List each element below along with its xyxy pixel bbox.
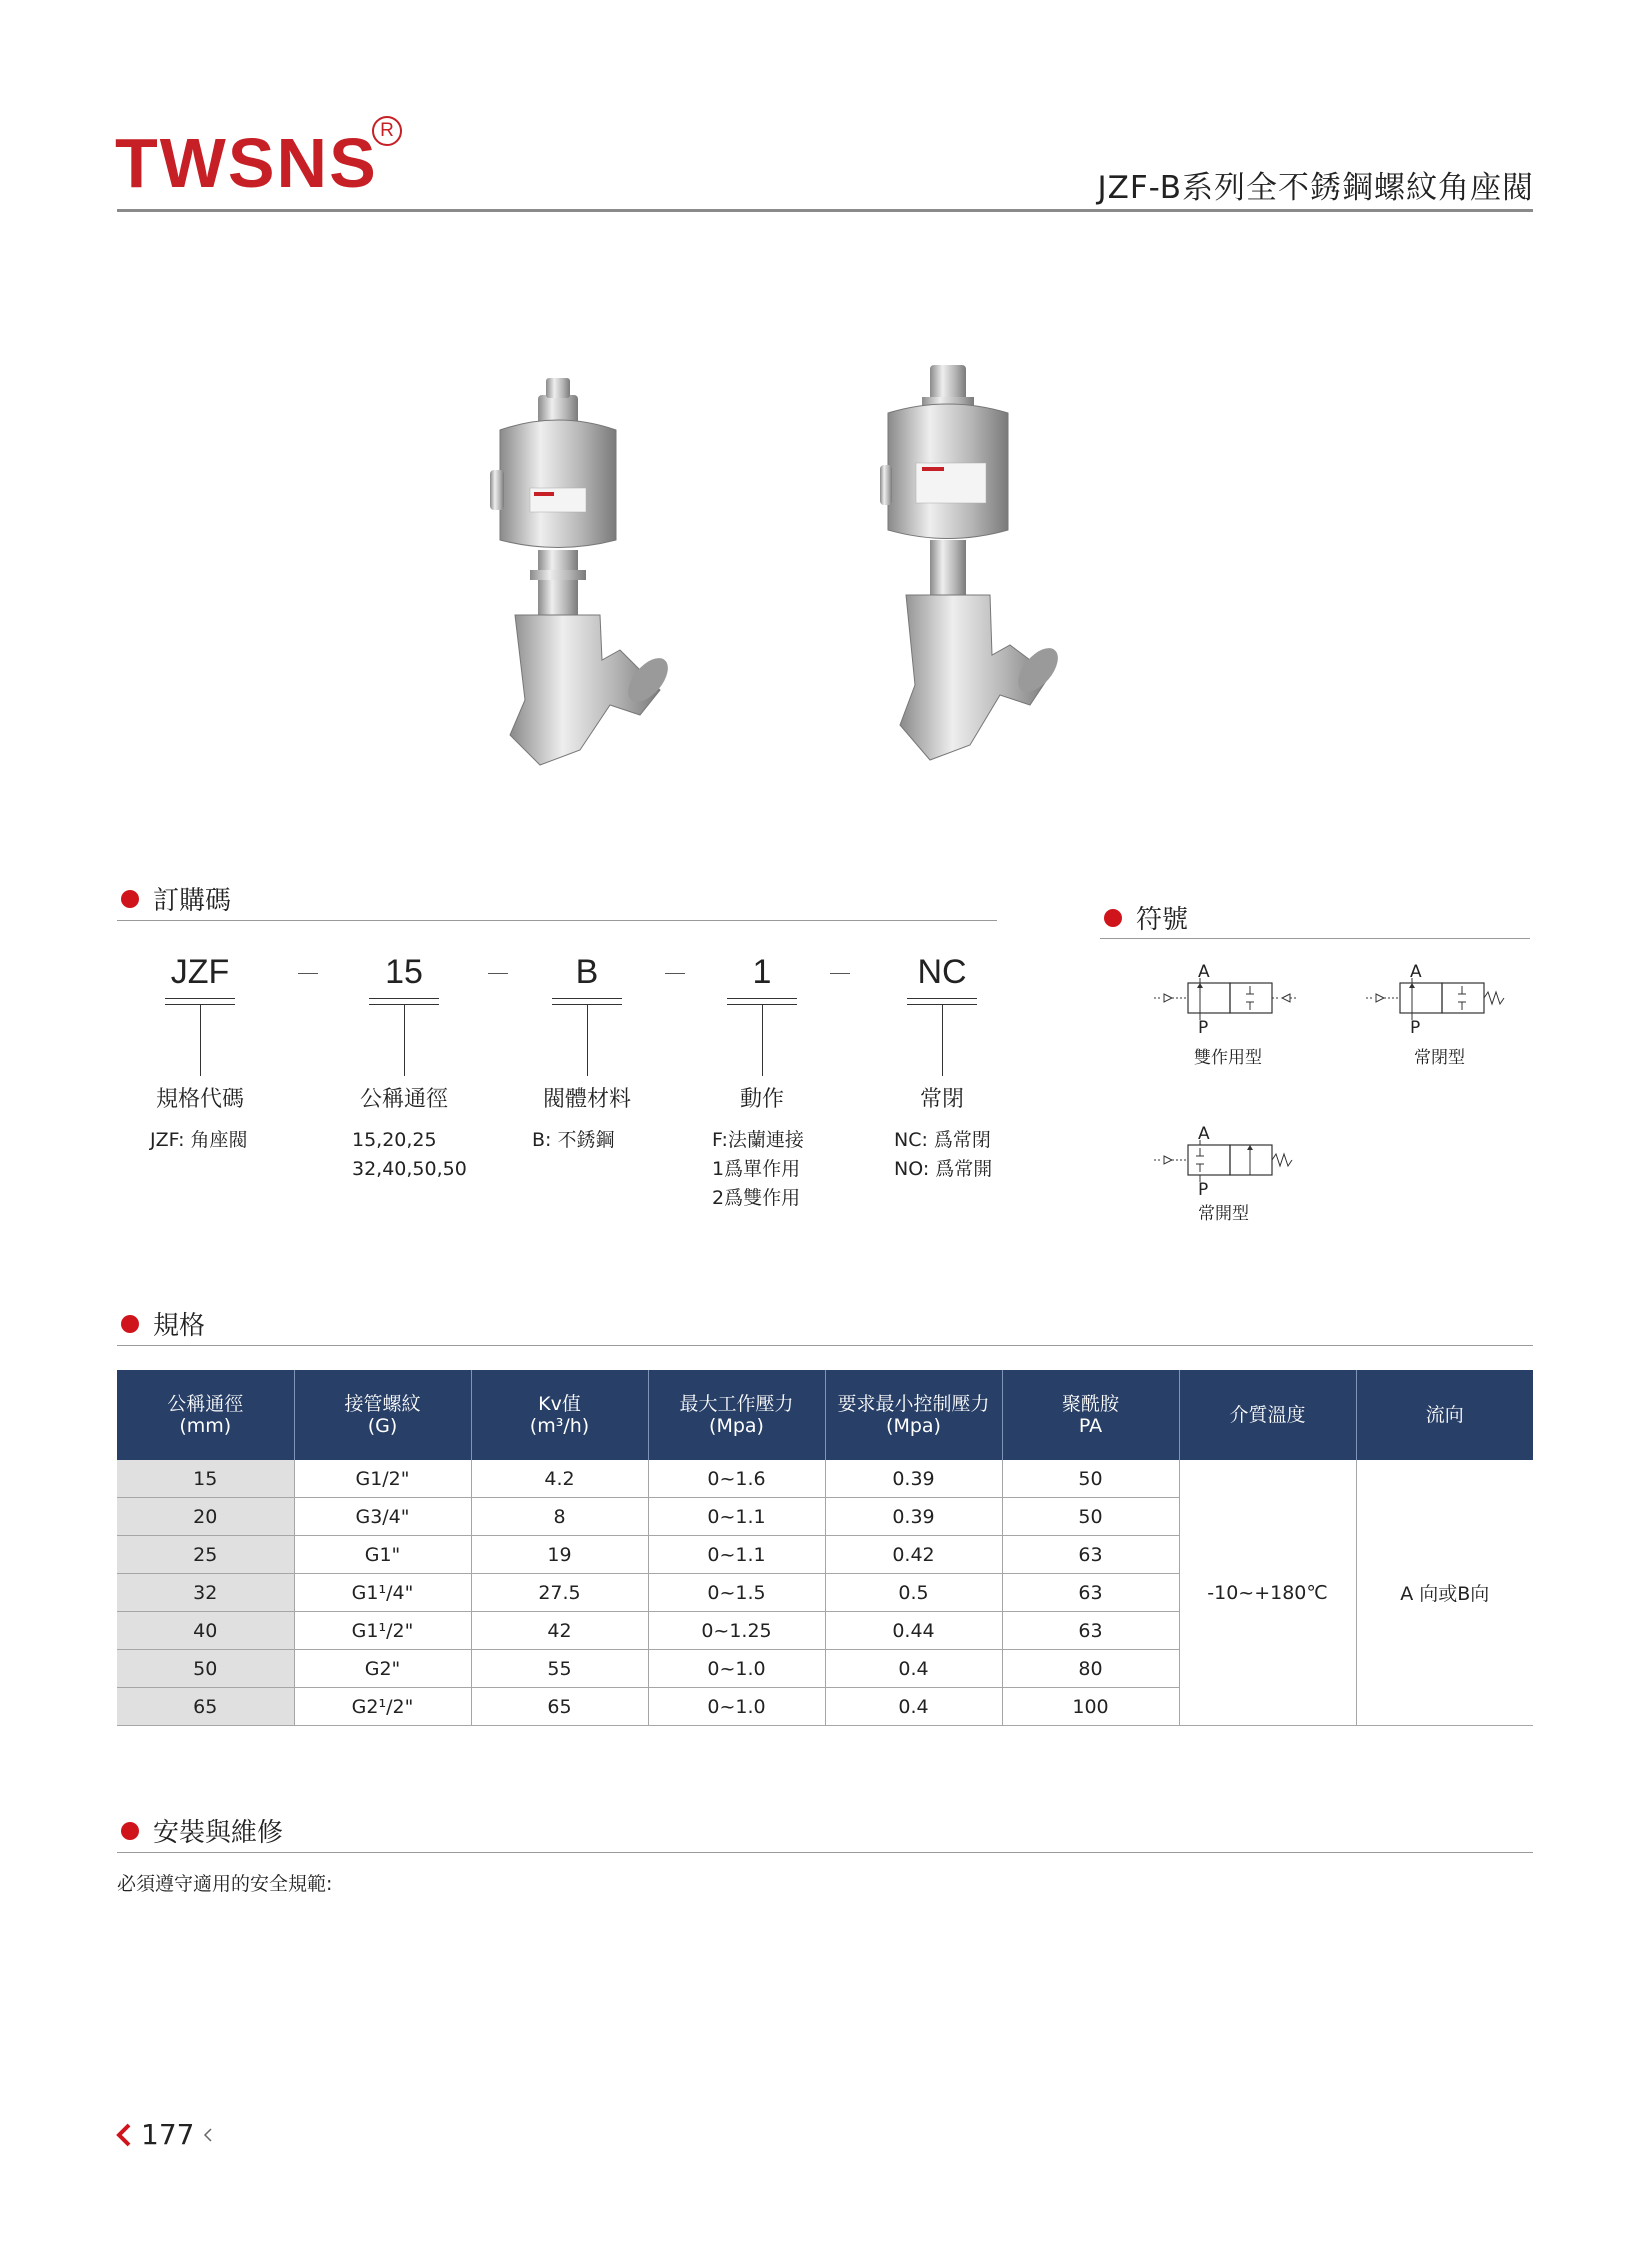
- code-stem: [762, 1004, 763, 1076]
- table-cell: 0.5: [825, 1574, 1002, 1612]
- col-header: [1002, 1370, 1179, 1460]
- table-cell: 4.2: [471, 1460, 648, 1498]
- normally-open-symbol: [1150, 1130, 1300, 1190]
- symbols-heading-label: 符號: [1136, 905, 1189, 935]
- install-note: 必須遵守適用的安全規範:: [117, 1873, 333, 1895]
- col-header-line: (G): [367, 1415, 398, 1437]
- field-state: 常閉: [919, 1087, 964, 1112]
- table-cell: 25: [117, 1536, 294, 1574]
- page-number: [115, 2118, 214, 2151]
- bullet-icon: [121, 1822, 139, 1840]
- port-p-label: P: [1198, 1018, 1209, 1038]
- table-cell: 65: [117, 1688, 294, 1726]
- option-line: NO: 爲常開: [894, 1158, 993, 1180]
- port-a-label: A: [1198, 962, 1210, 982]
- table-cell: 63: [1002, 1536, 1179, 1574]
- install-heading-label: 安裝與維修: [153, 1818, 284, 1848]
- col-header-line: (Mpa): [709, 1415, 764, 1437]
- bullet-icon: [121, 890, 139, 908]
- col-header: [294, 1370, 471, 1460]
- table-cell: 0.4: [825, 1650, 1002, 1688]
- registered-mark: R: [372, 116, 402, 146]
- code-size: 15: [385, 953, 423, 991]
- table-cell: 55: [471, 1650, 648, 1688]
- table-cell: 0.4: [825, 1688, 1002, 1726]
- table-cell: 63: [1002, 1612, 1179, 1650]
- table-cell: 0~1.6: [648, 1460, 825, 1498]
- table-cell: G1¹/4": [294, 1574, 471, 1612]
- bullet-icon: [1104, 909, 1122, 927]
- normally-open-label: 常開型: [1198, 1204, 1249, 1224]
- table-cell: 32: [117, 1574, 294, 1612]
- table-cell: 65: [471, 1688, 648, 1726]
- spec-table: [117, 1370, 1533, 1726]
- code-stem: [942, 1004, 943, 1076]
- code-material: B: [575, 953, 599, 991]
- port-p-label: P: [1198, 1180, 1209, 1200]
- col-header-line: 接管螺紋: [344, 1393, 421, 1415]
- col-header-line: (mm): [179, 1415, 232, 1437]
- normally-closed-symbol: [1362, 968, 1512, 1028]
- table-cell: 50: [1002, 1498, 1179, 1536]
- table-cell: 0~1.25: [648, 1612, 825, 1650]
- order-code-heading-label: 訂購碼: [153, 886, 232, 916]
- field-action: 動作: [739, 1087, 784, 1112]
- col-header: [1356, 1370, 1533, 1460]
- code-stem: [587, 1004, 588, 1076]
- col-header-line: 介質溫度: [1229, 1404, 1306, 1426]
- table-cell: 0.39: [825, 1498, 1002, 1536]
- normally-closed-label: 常閉型: [1414, 1048, 1465, 1068]
- order-code-heading: [121, 880, 231, 917]
- option-line: F:法蘭連接: [712, 1129, 804, 1151]
- table-cell: 27.5: [471, 1574, 648, 1612]
- table-cell: 20: [117, 1498, 294, 1536]
- field-material: 閥體材料: [542, 1087, 631, 1112]
- code-stem: [200, 1004, 201, 1076]
- table-cell: G1/2": [294, 1460, 471, 1498]
- code-stem: [404, 1004, 405, 1076]
- double-acting-label: 雙作用型: [1194, 1048, 1262, 1068]
- options-series: [150, 1126, 248, 1155]
- table-header-row: [117, 1370, 1533, 1460]
- table-cell: 100: [1002, 1688, 1179, 1726]
- chevron-left-icon: [115, 2122, 133, 2148]
- code-series: JZF: [170, 953, 230, 991]
- options-action: [712, 1126, 804, 1213]
- table-cell: 80: [1002, 1650, 1179, 1688]
- chevron-left-icon: [202, 2125, 214, 2145]
- code-state: NC: [917, 953, 967, 991]
- code-separator: [488, 973, 508, 974]
- table-cell: G2": [294, 1650, 471, 1688]
- field-size: 公稱通徑: [359, 1087, 448, 1112]
- specs-heading-label: 規格: [153, 1311, 206, 1341]
- col-header-line: 聚酰胺: [1061, 1393, 1119, 1415]
- table-cell: 0.39: [825, 1460, 1002, 1498]
- option-line: JZF: 角座閥: [150, 1129, 248, 1151]
- page-number-label: 177: [141, 2118, 195, 2151]
- table-cell: 40: [117, 1612, 294, 1650]
- option-line: 32,40,50,50: [352, 1158, 467, 1180]
- table-cell: 19: [471, 1536, 648, 1574]
- col-header: [648, 1370, 825, 1460]
- table-row: [117, 1460, 1533, 1498]
- table-cell: 0~1.0: [648, 1688, 825, 1726]
- install-heading: [121, 1812, 283, 1849]
- flow-direction-cell: A 向或B向: [1356, 1460, 1533, 1726]
- bullet-icon: [121, 1315, 139, 1333]
- col-header: [1179, 1370, 1356, 1460]
- options-size: [352, 1126, 467, 1184]
- specs-heading: [121, 1305, 205, 1342]
- table-cell: 0.44: [825, 1612, 1002, 1650]
- table-cell: 50: [117, 1650, 294, 1688]
- col-header-line: PA: [1078, 1415, 1103, 1437]
- table-cell: 0~1.1: [648, 1498, 825, 1536]
- option-line: NC: 爲常閉: [894, 1129, 991, 1151]
- port-a-label: A: [1410, 962, 1422, 982]
- table-cell: 0.42: [825, 1536, 1002, 1574]
- valve-photo-left: [470, 360, 670, 780]
- temperature-cell: -10~+180℃: [1179, 1460, 1356, 1726]
- col-header: [471, 1370, 648, 1460]
- col-header: [825, 1370, 1002, 1460]
- table-cell: 0~1.1: [648, 1536, 825, 1574]
- table-cell: G1¹/2": [294, 1612, 471, 1650]
- option-line: 15,20,25: [352, 1129, 437, 1151]
- col-header-line: 流向: [1425, 1404, 1464, 1426]
- col-header-line: 公稱通徑: [167, 1393, 244, 1415]
- table-cell: 0~1.0: [648, 1650, 825, 1688]
- code-separator: [665, 973, 685, 974]
- symbols-rule: [1100, 938, 1530, 939]
- option-line: 1爲單作用: [712, 1158, 801, 1180]
- brand-logo: TWSNS: [115, 124, 378, 202]
- options-state: [894, 1126, 992, 1184]
- table-cell: 63: [1002, 1574, 1179, 1612]
- table-cell: 8: [471, 1498, 648, 1536]
- specs-rule: [117, 1345, 1533, 1346]
- port-p-label: P: [1410, 1018, 1421, 1038]
- options-material: [532, 1126, 614, 1155]
- double-acting-symbol: [1150, 968, 1300, 1028]
- table-cell: 0~1.5: [648, 1574, 825, 1612]
- field-series: 規格代碼: [155, 1087, 244, 1112]
- col-header-line: Kv值: [538, 1393, 581, 1415]
- document-title: JZF-B系列全不銹鋼螺紋角座閥: [1097, 170, 1534, 206]
- symbols-heading: [1104, 899, 1188, 936]
- code-action: 1: [752, 953, 772, 991]
- table-cell: G2¹/2": [294, 1688, 471, 1726]
- order-code-rule: [117, 920, 997, 921]
- col-header-line: 最大工作壓力: [679, 1393, 794, 1415]
- table-cell: 50: [1002, 1460, 1179, 1498]
- valve-photo-right: [870, 355, 1060, 775]
- col-header-line: 要求最小控制壓力: [837, 1393, 990, 1415]
- table-cell: G1": [294, 1536, 471, 1574]
- code-separator: [830, 973, 850, 974]
- table-cell: G3/4": [294, 1498, 471, 1536]
- port-a-label: A: [1198, 1124, 1210, 1144]
- install-rule: [117, 1852, 1533, 1853]
- header-rule: [117, 209, 1533, 212]
- table-cell: 42: [471, 1612, 648, 1650]
- table-cell: 15: [117, 1460, 294, 1498]
- option-line: 2爲雙作用: [712, 1187, 801, 1209]
- col-header-line: (m³/h): [529, 1415, 590, 1437]
- col-header: [117, 1370, 294, 1460]
- code-separator: [298, 973, 318, 974]
- col-header-line: (Mpa): [886, 1415, 941, 1437]
- option-line: B: 不銹鋼: [532, 1129, 615, 1151]
